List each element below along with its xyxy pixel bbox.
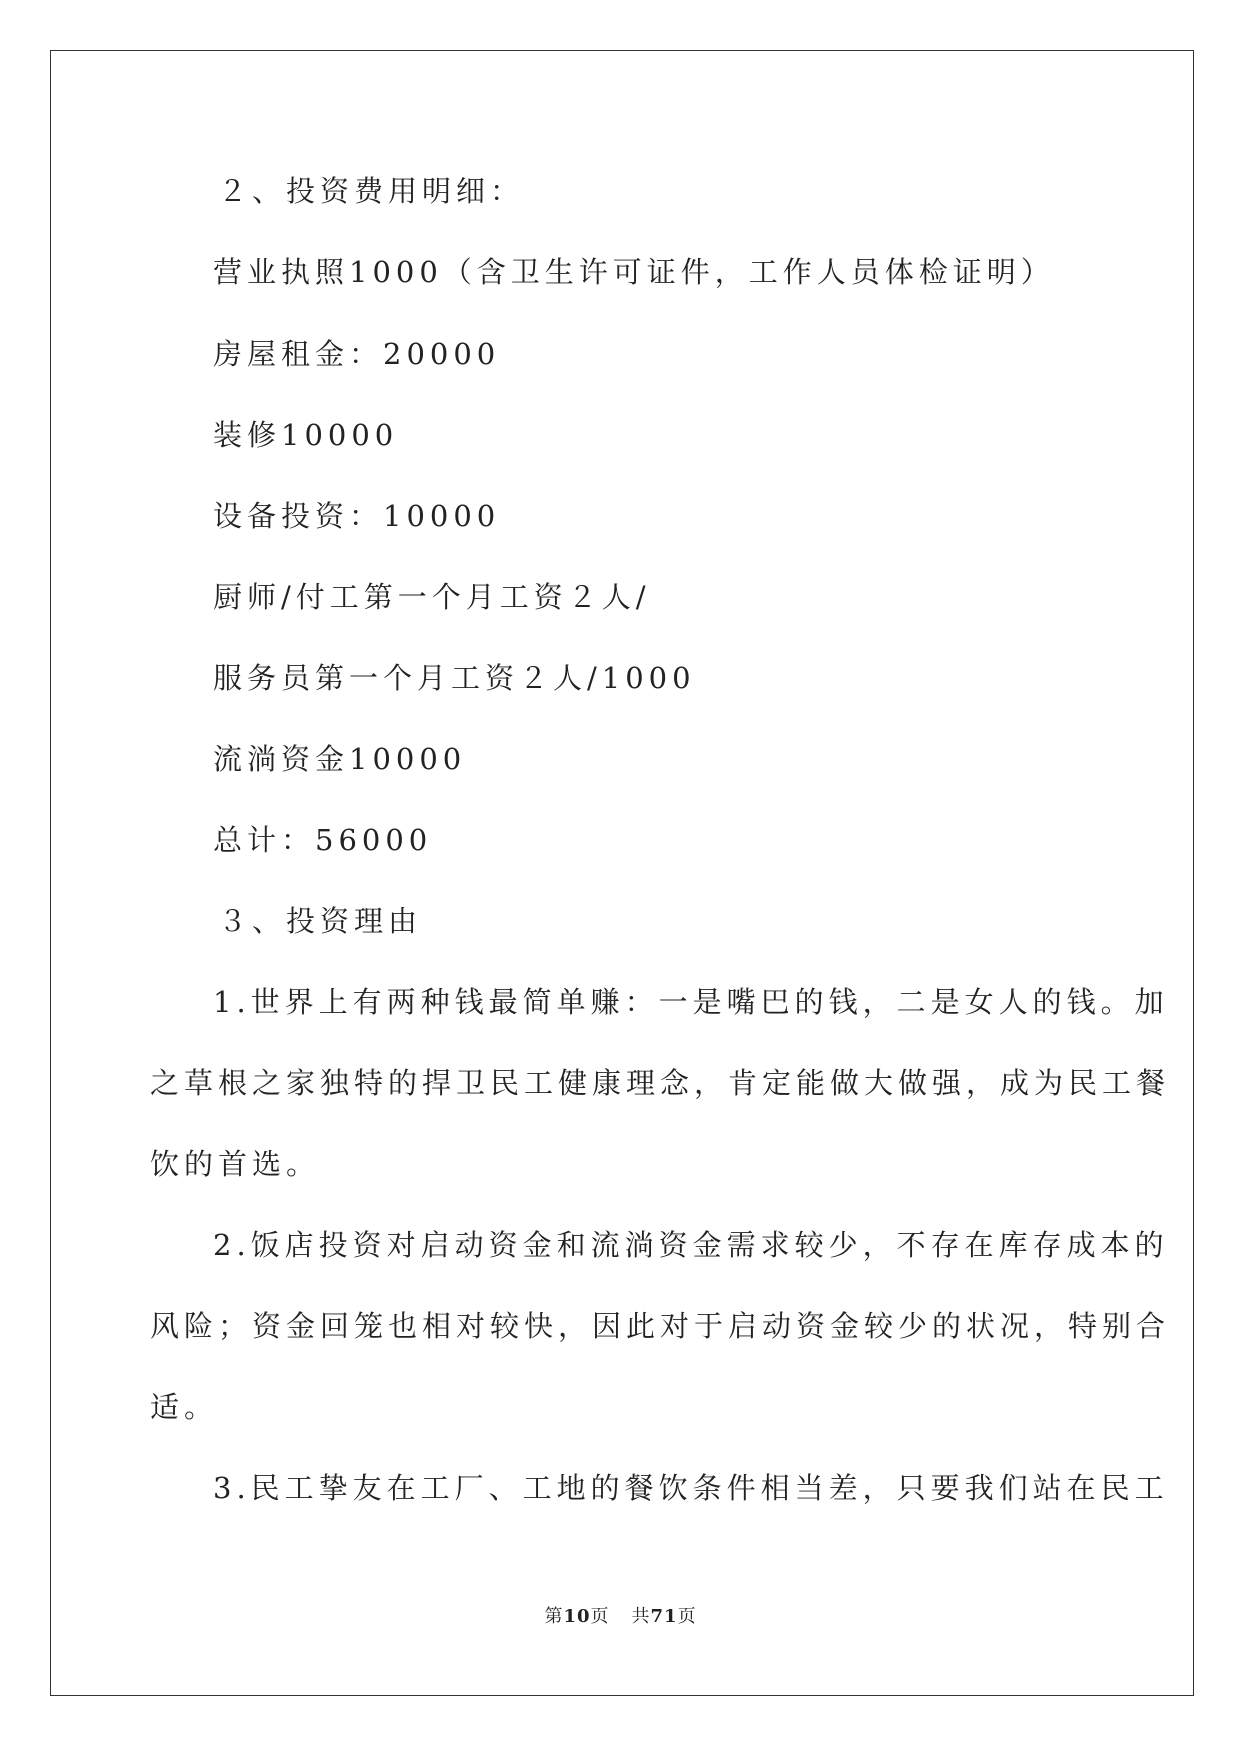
cost-item-working-capital: 流淌资金10000 (213, 742, 467, 776)
section-heading-investment-reasons: ３、投资理由 (218, 904, 423, 938)
reason-1-line-2: 之草根之家独特的捍卫民工健康理念，肯定能做大做强，成为民工餐 (150, 1066, 1171, 1100)
reason-3-line-1: 3.民工挚友在工厂、工地的餐饮条件相当差，只要我们站在民工 (213, 1471, 1169, 1505)
reason-2-line-2: 风险；资金回笼也相对较快，因此对于启动资金较少的状况，特别合 (150, 1309, 1171, 1343)
footer-page-unit: 页 (590, 1606, 610, 1627)
reason-2-line-3: 适。 (150, 1390, 219, 1424)
cost-total: 总计：56000 (213, 823, 433, 857)
cost-item-equipment: 设备投资：10000 (213, 499, 501, 533)
cost-item-chef-wages: 厨师/付工第一个月工资２人/ (213, 580, 651, 614)
footer-current-page: 10 (563, 1606, 591, 1627)
cost-item-rent: 房屋租金：20000 (213, 337, 501, 371)
footer-total-prefix: 共 (631, 1606, 651, 1627)
reason-2-line-1: 2.饭店投资对启动资金和流淌资金需求较少，不存在库存成本的 (213, 1228, 1169, 1262)
cost-item-license: 营业执照1000（含卫生许可证件，工作人员体检证明） (213, 255, 1055, 289)
section-heading-cost-details: ２、投资费用明细： (218, 174, 525, 208)
footer-page-prefix: 第 (544, 1606, 564, 1627)
footer-total-unit: 页 (677, 1606, 697, 1627)
reason-1-line-3: 饮的首选。 (150, 1147, 321, 1181)
page-number-footer (0, 1602, 1241, 1628)
footer-total-pages: 71 (650, 1606, 678, 1627)
reason-1-line-1: 1.世界上有两种钱最简单赚：一是嘴巴的钱，二是女人的钱。加 (213, 985, 1169, 1019)
cost-item-waiter-wages: 服务员第一个月工资２人/1000 (213, 661, 696, 695)
page-border (50, 50, 1194, 1696)
cost-item-decoration: 装修10000 (213, 418, 399, 452)
